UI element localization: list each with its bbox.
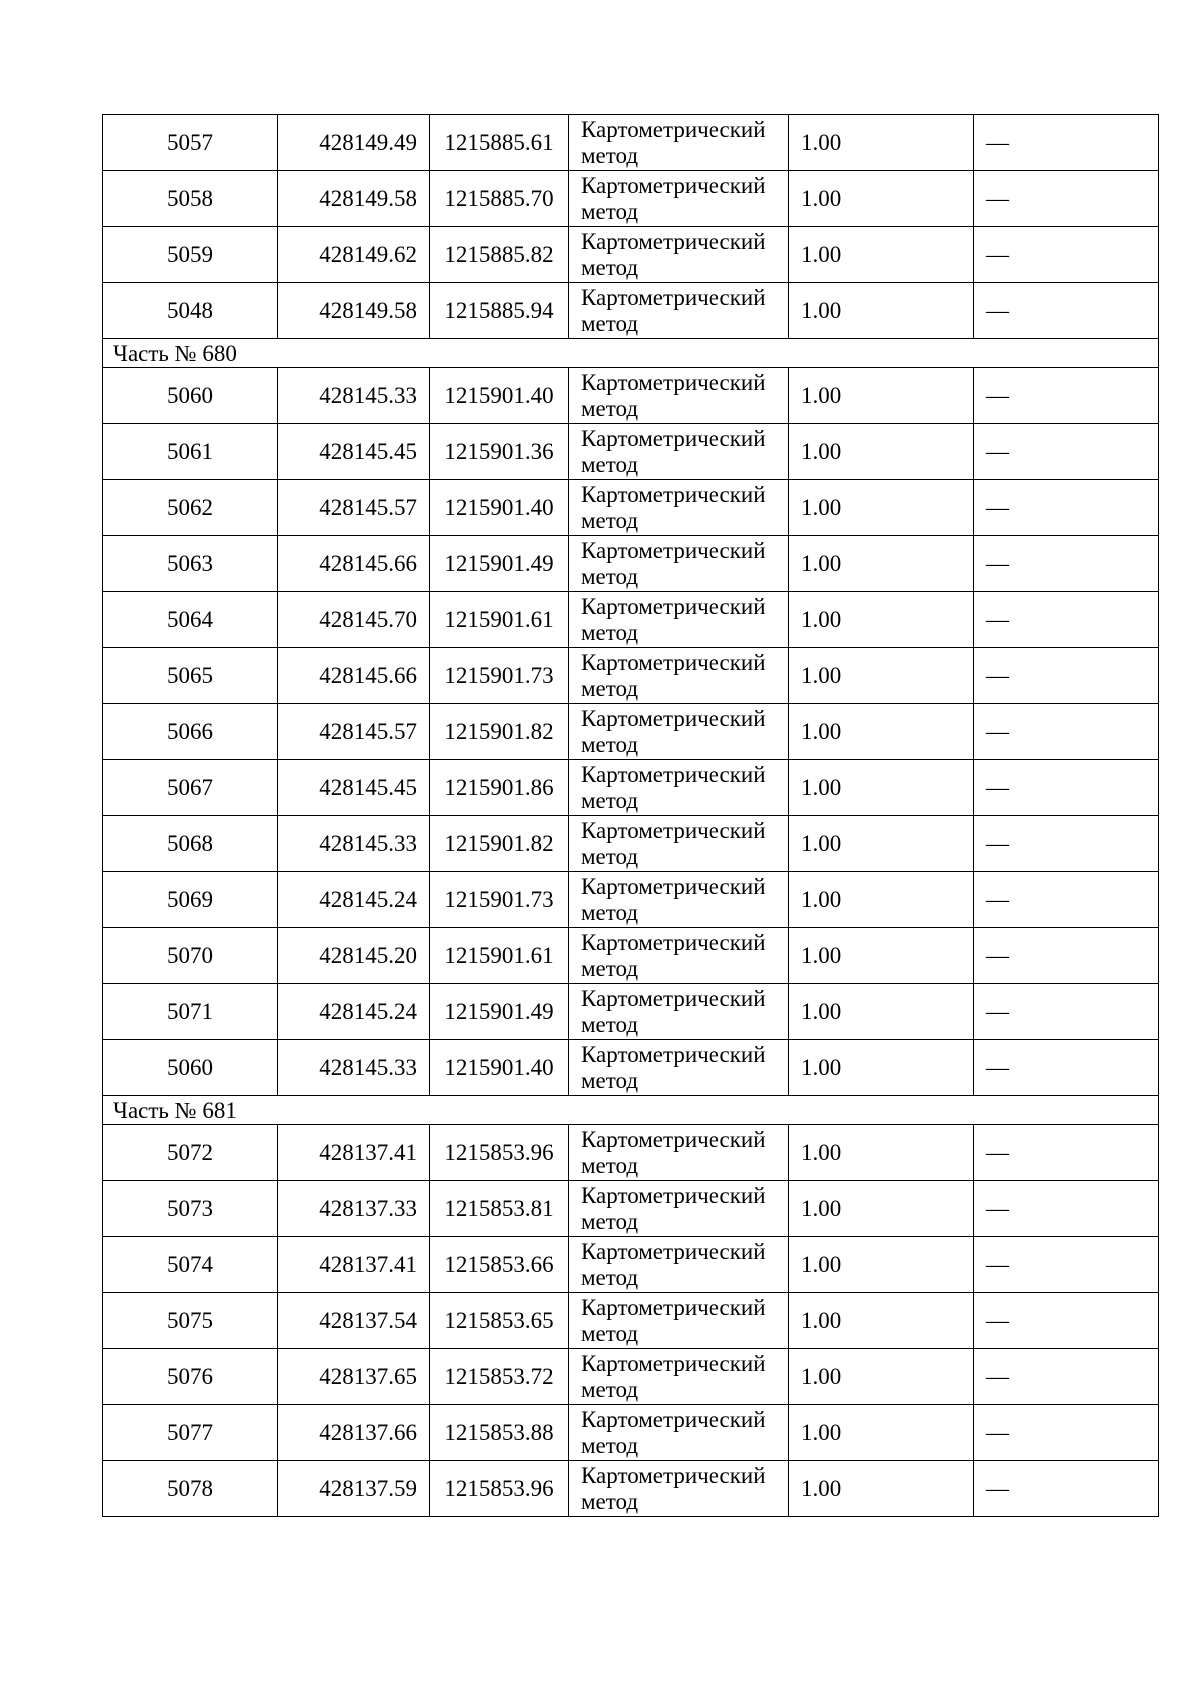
accuracy-cell: 1.00 xyxy=(789,816,974,872)
y-coordinate-cell: 1215853.88 xyxy=(430,1405,569,1461)
table-row xyxy=(103,536,1159,592)
point-number-cell: 5058 xyxy=(103,171,278,227)
method-cell xyxy=(569,1125,789,1181)
note-cell xyxy=(974,1125,1159,1181)
y-coordinate-cell: 1215901.40 xyxy=(430,480,569,536)
table-row xyxy=(103,816,1159,872)
note-dash: — xyxy=(986,494,1009,520)
note-dash: — xyxy=(986,886,1009,912)
method-cell xyxy=(569,480,789,536)
point-number-cell: 5062 xyxy=(103,480,278,536)
accuracy-cell: 1.00 xyxy=(789,536,974,592)
note-dash: — xyxy=(986,662,1009,688)
x-coordinate-cell: 428145.66 xyxy=(278,536,430,592)
note-cell xyxy=(974,171,1159,227)
accuracy-cell: 1.00 xyxy=(789,115,974,171)
note-dash: — xyxy=(986,606,1009,632)
accuracy-cell: 1.00 xyxy=(789,760,974,816)
x-coordinate-cell: 428145.70 xyxy=(278,592,430,648)
method-cell xyxy=(569,171,789,227)
note-cell xyxy=(974,480,1159,536)
method-cell xyxy=(569,1237,789,1293)
note-dash: — xyxy=(986,382,1009,408)
coordinates-table xyxy=(102,114,1159,1517)
x-coordinate-cell: 428145.45 xyxy=(278,424,430,480)
accuracy-cell: 1.00 xyxy=(789,1181,974,1237)
point-number-cell: 5071 xyxy=(103,984,278,1040)
note-dash: — xyxy=(986,1419,1009,1445)
x-coordinate-cell: 428137.54 xyxy=(278,1293,430,1349)
note-dash: — xyxy=(986,129,1009,155)
method-cell xyxy=(569,424,789,480)
method-text: Картометрический метод xyxy=(581,481,766,533)
note-dash: — xyxy=(986,774,1009,800)
x-coordinate-cell: 428145.57 xyxy=(278,480,430,536)
y-coordinate-cell: 1215853.72 xyxy=(430,1349,569,1405)
method-text: Картометрический метод xyxy=(581,284,766,336)
note-dash: — xyxy=(986,942,1009,968)
table-row xyxy=(103,592,1159,648)
x-coordinate-cell: 428137.41 xyxy=(278,1237,430,1293)
y-coordinate-cell: 1215901.40 xyxy=(430,1040,569,1096)
accuracy-cell: 1.00 xyxy=(789,928,974,984)
method-cell xyxy=(569,984,789,1040)
point-number-cell: 5060 xyxy=(103,368,278,424)
table-row xyxy=(103,1349,1159,1405)
coordinates-table-body xyxy=(103,115,1159,1517)
table-row xyxy=(103,1237,1159,1293)
method-text: Картометрический метод xyxy=(581,1238,766,1290)
note-cell xyxy=(974,1040,1159,1096)
y-coordinate-cell: 1215901.82 xyxy=(430,816,569,872)
note-dash: — xyxy=(986,550,1009,576)
note-cell xyxy=(974,1237,1159,1293)
point-number-cell: 5069 xyxy=(103,872,278,928)
table-row xyxy=(103,368,1159,424)
accuracy-cell: 1.00 xyxy=(789,1461,974,1517)
y-coordinate-cell: 1215885.61 xyxy=(430,115,569,171)
method-text: Картометрический метод xyxy=(581,1126,766,1178)
y-coordinate-cell: 1215885.70 xyxy=(430,171,569,227)
section-header-row xyxy=(103,339,1159,368)
table-row xyxy=(103,480,1159,536)
method-cell xyxy=(569,648,789,704)
method-text: Картометрический метод xyxy=(581,1041,766,1093)
method-text: Картометрический метод xyxy=(581,705,766,757)
y-coordinate-cell: 1215853.81 xyxy=(430,1181,569,1237)
x-coordinate-cell: 428145.66 xyxy=(278,648,430,704)
table-row xyxy=(103,1125,1159,1181)
method-text: Картометрический метод xyxy=(581,929,766,981)
accuracy-cell: 1.00 xyxy=(789,1237,974,1293)
note-cell xyxy=(974,984,1159,1040)
method-cell xyxy=(569,1405,789,1461)
method-text: Картометрический метод xyxy=(581,817,766,869)
note-cell xyxy=(974,227,1159,283)
table-row xyxy=(103,648,1159,704)
x-coordinate-cell: 428137.59 xyxy=(278,1461,430,1517)
method-text: Картометрический метод xyxy=(581,1462,766,1514)
note-cell xyxy=(974,283,1159,339)
table-row xyxy=(103,872,1159,928)
method-text: Картометрический метод xyxy=(581,649,766,701)
point-number-cell: 5072 xyxy=(103,1125,278,1181)
method-text: Картометрический метод xyxy=(581,873,766,925)
y-coordinate-cell: 1215901.49 xyxy=(430,536,569,592)
accuracy-cell: 1.00 xyxy=(789,984,974,1040)
y-coordinate-cell: 1215853.96 xyxy=(430,1461,569,1517)
method-text: Картометрический метод xyxy=(581,172,766,224)
note-cell xyxy=(974,704,1159,760)
note-cell xyxy=(974,1293,1159,1349)
y-coordinate-cell: 1215901.61 xyxy=(430,592,569,648)
x-coordinate-cell: 428145.24 xyxy=(278,984,430,1040)
table-row xyxy=(103,1040,1159,1096)
x-coordinate-cell: 428145.20 xyxy=(278,928,430,984)
point-number-cell: 5063 xyxy=(103,536,278,592)
y-coordinate-cell: 1215853.66 xyxy=(430,1237,569,1293)
x-coordinate-cell: 428149.49 xyxy=(278,115,430,171)
note-dash: — xyxy=(986,1307,1009,1333)
note-dash: — xyxy=(986,241,1009,267)
method-cell xyxy=(569,283,789,339)
x-coordinate-cell: 428145.24 xyxy=(278,872,430,928)
y-coordinate-cell: 1215901.61 xyxy=(430,928,569,984)
y-coordinate-cell: 1215885.94 xyxy=(430,283,569,339)
y-coordinate-cell: 1215901.86 xyxy=(430,760,569,816)
method-cell xyxy=(569,1461,789,1517)
accuracy-cell: 1.00 xyxy=(789,648,974,704)
note-dash: — xyxy=(986,1363,1009,1389)
table-row xyxy=(103,115,1159,171)
table-row xyxy=(103,1293,1159,1349)
accuracy-cell: 1.00 xyxy=(789,1405,974,1461)
point-number-cell: 5065 xyxy=(103,648,278,704)
point-number-cell: 5076 xyxy=(103,1349,278,1405)
y-coordinate-cell: 1215885.82 xyxy=(430,227,569,283)
method-cell xyxy=(569,1349,789,1405)
point-number-cell: 5064 xyxy=(103,592,278,648)
x-coordinate-cell: 428145.33 xyxy=(278,1040,430,1096)
point-number-cell: 5057 xyxy=(103,115,278,171)
table-row xyxy=(103,171,1159,227)
point-number-cell: 5077 xyxy=(103,1405,278,1461)
table-row xyxy=(103,227,1159,283)
method-text: Картометрический метод xyxy=(581,1294,766,1346)
note-cell xyxy=(974,424,1159,480)
method-cell xyxy=(569,816,789,872)
y-coordinate-cell: 1215853.65 xyxy=(430,1293,569,1349)
x-coordinate-cell: 428149.62 xyxy=(278,227,430,283)
method-cell xyxy=(569,115,789,171)
y-coordinate-cell: 1215901.73 xyxy=(430,872,569,928)
method-cell xyxy=(569,227,789,283)
accuracy-cell: 1.00 xyxy=(789,424,974,480)
note-cell xyxy=(974,760,1159,816)
method-text: Картометрический метод xyxy=(581,761,766,813)
table-row xyxy=(103,424,1159,480)
method-text: Картометрический метод xyxy=(581,985,766,1037)
method-text: Картометрический метод xyxy=(581,369,766,421)
y-coordinate-cell: 1215901.40 xyxy=(430,368,569,424)
point-number-cell: 5061 xyxy=(103,424,278,480)
accuracy-cell: 1.00 xyxy=(789,368,974,424)
table-row xyxy=(103,928,1159,984)
note-dash: — xyxy=(986,1251,1009,1277)
point-number-cell: 5066 xyxy=(103,704,278,760)
note-dash: — xyxy=(986,1475,1009,1501)
note-cell xyxy=(974,1405,1159,1461)
note-cell xyxy=(974,1349,1159,1405)
table-row xyxy=(103,760,1159,816)
method-cell xyxy=(569,368,789,424)
y-coordinate-cell: 1215901.36 xyxy=(430,424,569,480)
point-number-cell: 5078 xyxy=(103,1461,278,1517)
note-dash: — xyxy=(986,185,1009,211)
table-row xyxy=(103,283,1159,339)
method-text: Картометрический метод xyxy=(581,1350,766,1402)
point-number-cell: 5073 xyxy=(103,1181,278,1237)
note-dash: — xyxy=(986,1139,1009,1165)
note-dash: — xyxy=(986,998,1009,1024)
x-coordinate-cell: 428137.66 xyxy=(278,1405,430,1461)
note-cell xyxy=(974,816,1159,872)
method-text: Картометрический метод xyxy=(581,1406,766,1458)
note-dash: — xyxy=(986,830,1009,856)
point-number-cell: 5075 xyxy=(103,1293,278,1349)
note-cell xyxy=(974,115,1159,171)
section-header-row xyxy=(103,1096,1159,1125)
point-number-cell: 5067 xyxy=(103,760,278,816)
x-coordinate-cell: 428137.41 xyxy=(278,1125,430,1181)
table-row xyxy=(103,984,1159,1040)
method-text: Картометрический метод xyxy=(581,593,766,645)
accuracy-cell: 1.00 xyxy=(789,872,974,928)
section-title: Часть № 680 xyxy=(103,339,1159,368)
accuracy-cell: 1.00 xyxy=(789,1040,974,1096)
note-cell xyxy=(974,1181,1159,1237)
y-coordinate-cell: 1215901.82 xyxy=(430,704,569,760)
method-text: Картометрический метод xyxy=(581,116,766,168)
accuracy-cell: 1.00 xyxy=(789,1293,974,1349)
note-dash: — xyxy=(986,718,1009,744)
x-coordinate-cell: 428149.58 xyxy=(278,171,430,227)
note-cell xyxy=(974,1461,1159,1517)
x-coordinate-cell: 428137.33 xyxy=(278,1181,430,1237)
accuracy-cell: 1.00 xyxy=(789,704,974,760)
point-number-cell: 5060 xyxy=(103,1040,278,1096)
table-row xyxy=(103,1181,1159,1237)
y-coordinate-cell: 1215901.49 xyxy=(430,984,569,1040)
method-cell xyxy=(569,760,789,816)
point-number-cell: 5074 xyxy=(103,1237,278,1293)
note-dash: — xyxy=(986,438,1009,464)
note-cell xyxy=(974,648,1159,704)
y-coordinate-cell: 1215853.96 xyxy=(430,1125,569,1181)
table-row xyxy=(103,1461,1159,1517)
note-cell xyxy=(974,928,1159,984)
method-cell xyxy=(569,1181,789,1237)
section-title: Часть № 681 xyxy=(103,1096,1159,1125)
method-text: Картометрический метод xyxy=(581,425,766,477)
point-number-cell: 5070 xyxy=(103,928,278,984)
note-dash: — xyxy=(986,1195,1009,1221)
accuracy-cell: 1.00 xyxy=(789,171,974,227)
x-coordinate-cell: 428145.57 xyxy=(278,704,430,760)
method-cell xyxy=(569,1293,789,1349)
y-coordinate-cell: 1215901.73 xyxy=(430,648,569,704)
x-coordinate-cell: 428149.58 xyxy=(278,283,430,339)
method-text: Картометрический метод xyxy=(581,228,766,280)
table-row xyxy=(103,704,1159,760)
point-number-cell: 5059 xyxy=(103,227,278,283)
method-text: Картометрический метод xyxy=(581,537,766,589)
accuracy-cell: 1.00 xyxy=(789,1125,974,1181)
note-cell xyxy=(974,872,1159,928)
method-cell xyxy=(569,928,789,984)
accuracy-cell: 1.00 xyxy=(789,1349,974,1405)
note-cell xyxy=(974,536,1159,592)
method-cell xyxy=(569,536,789,592)
accuracy-cell: 1.00 xyxy=(789,227,974,283)
method-cell xyxy=(569,592,789,648)
accuracy-cell: 1.00 xyxy=(789,592,974,648)
note-dash: — xyxy=(986,1054,1009,1080)
method-text: Картометрический метод xyxy=(581,1182,766,1234)
x-coordinate-cell: 428145.33 xyxy=(278,816,430,872)
point-number-cell: 5048 xyxy=(103,283,278,339)
note-dash: — xyxy=(986,297,1009,323)
note-cell xyxy=(974,368,1159,424)
point-number-cell: 5068 xyxy=(103,816,278,872)
method-cell xyxy=(569,872,789,928)
accuracy-cell: 1.00 xyxy=(789,283,974,339)
x-coordinate-cell: 428145.45 xyxy=(278,760,430,816)
method-cell xyxy=(569,704,789,760)
method-cell xyxy=(569,1040,789,1096)
note-cell xyxy=(974,592,1159,648)
table-row xyxy=(103,1405,1159,1461)
x-coordinate-cell: 428137.65 xyxy=(278,1349,430,1405)
x-coordinate-cell: 428145.33 xyxy=(278,368,430,424)
accuracy-cell: 1.00 xyxy=(789,480,974,536)
